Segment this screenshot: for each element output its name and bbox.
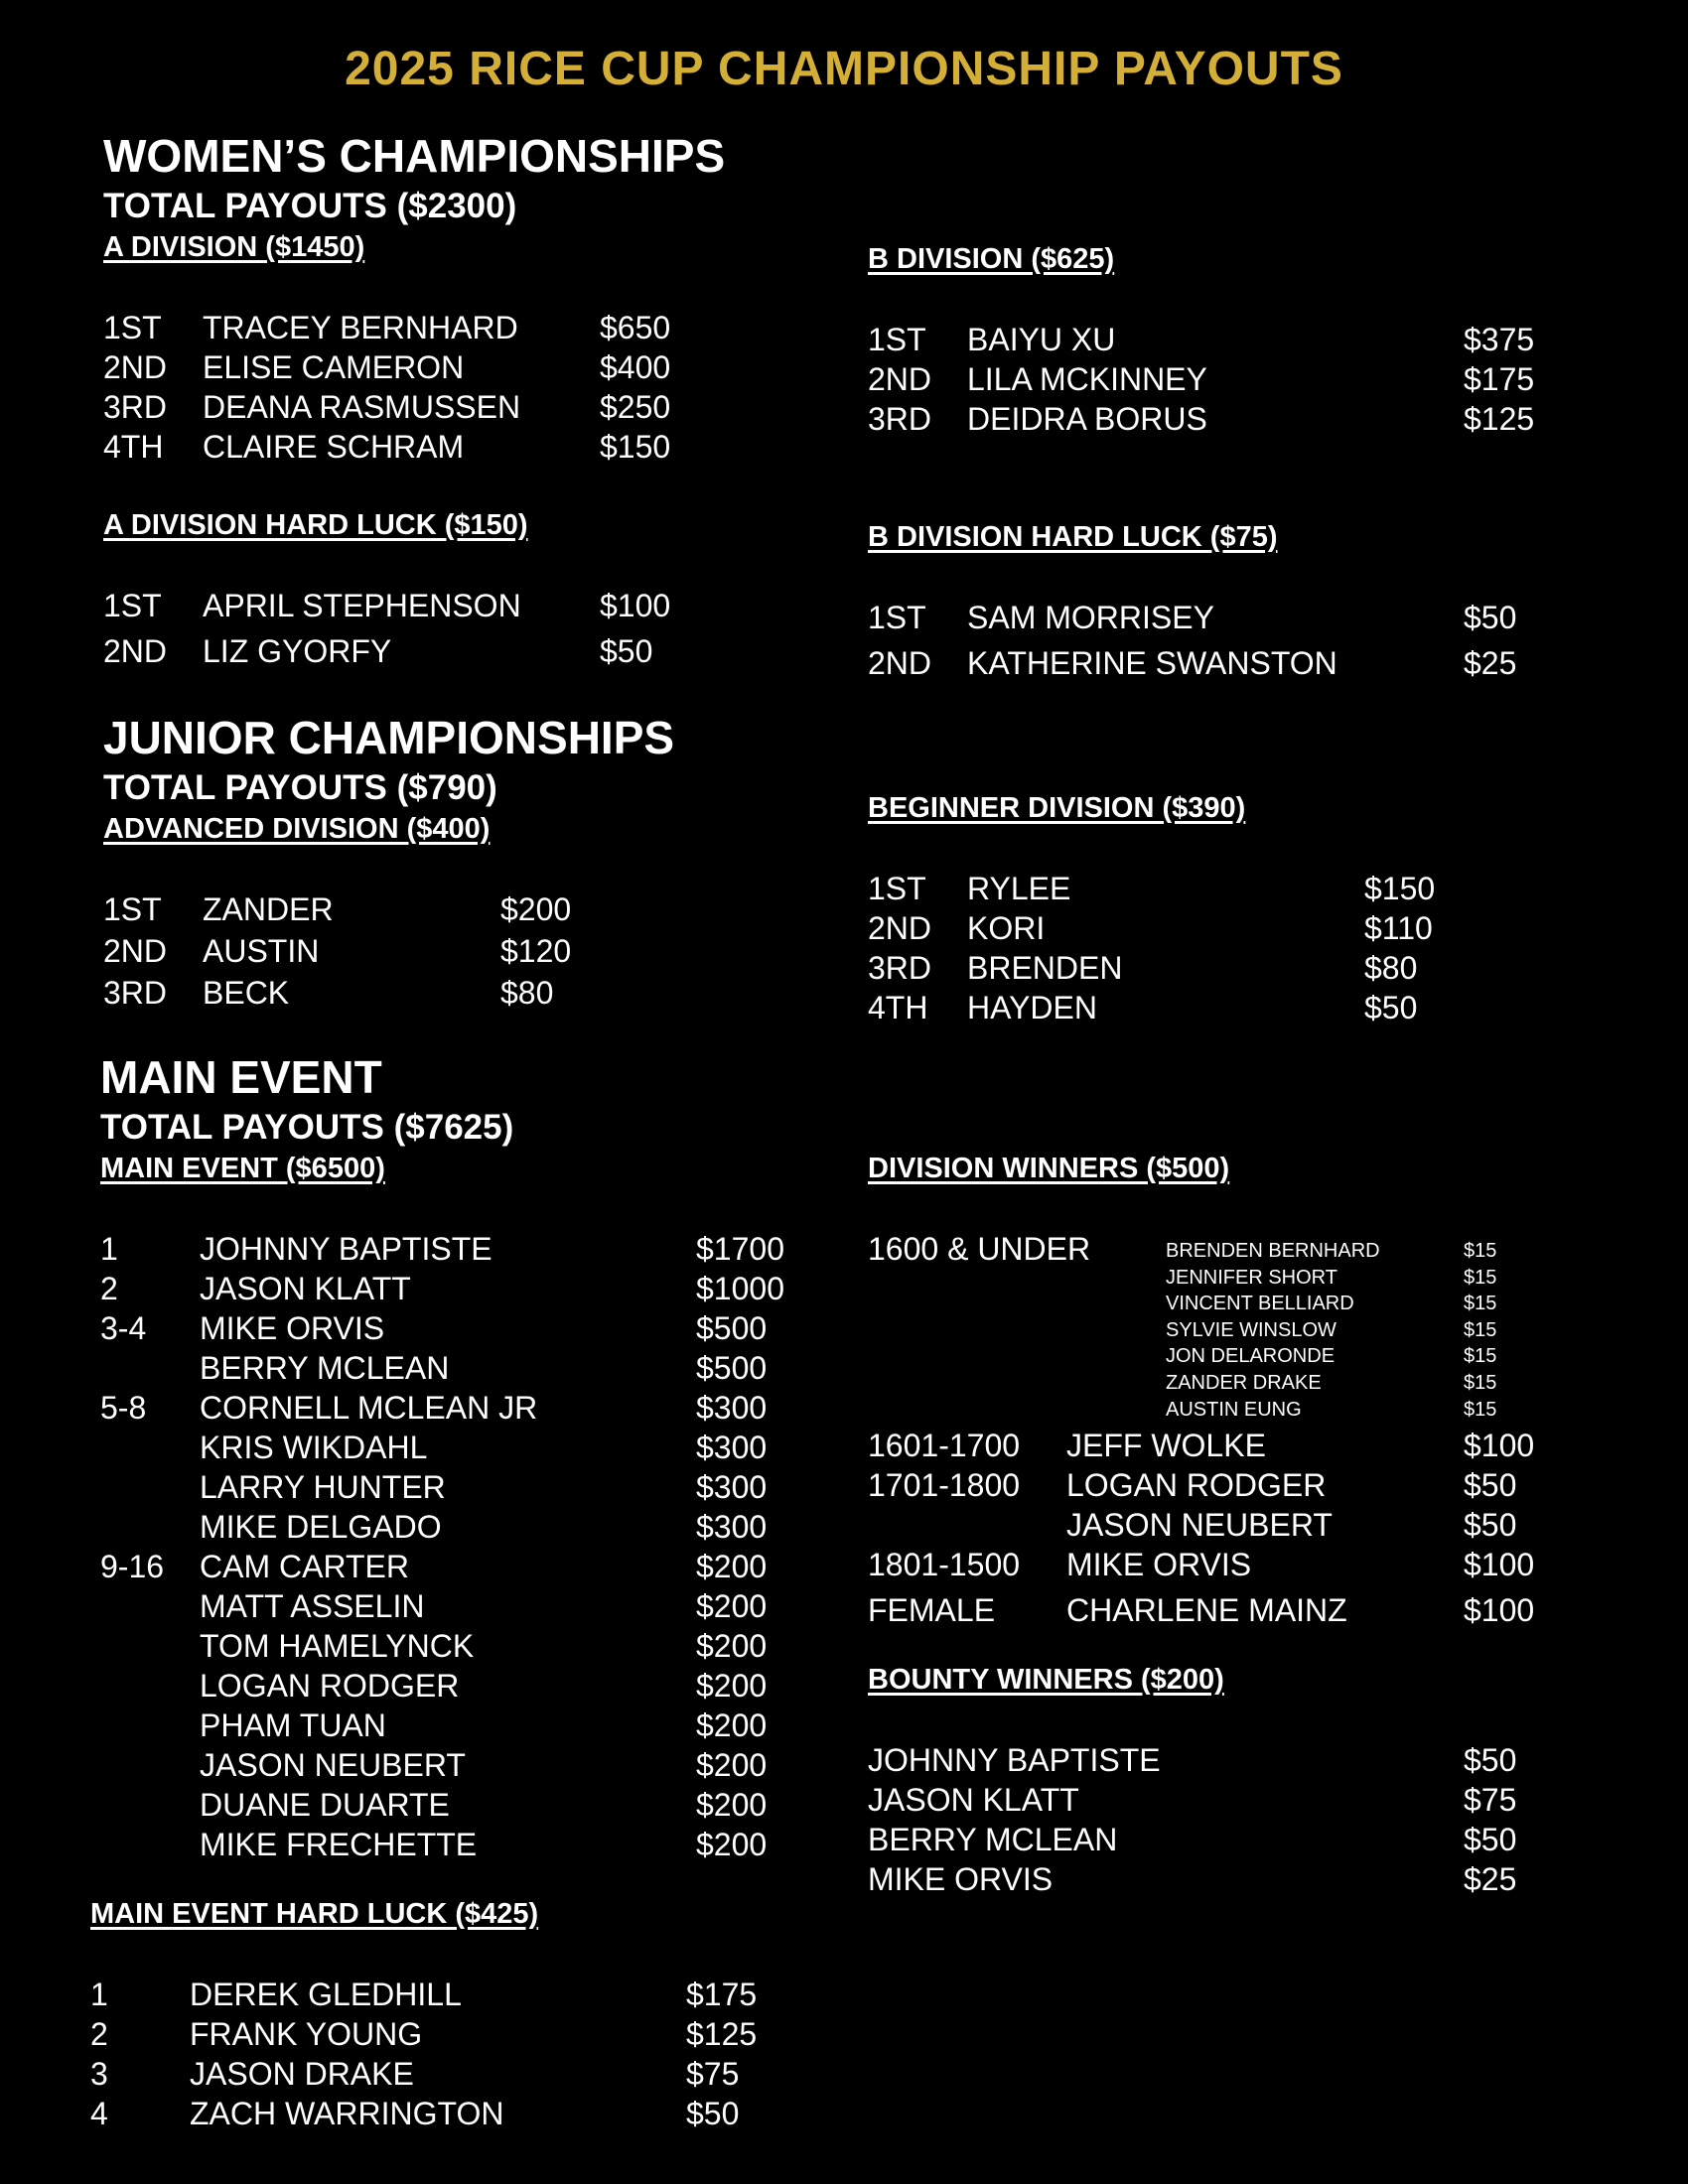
place-label: 2	[100, 1271, 118, 1306]
player-name: ZANDER	[203, 891, 334, 927]
player-name: SAM MORRISEY	[967, 600, 1214, 635]
payout-amount: $75	[686, 2056, 740, 2092]
player-name: JASON NEUBERT	[200, 1747, 466, 1783]
place-label: 3RD	[868, 401, 932, 437]
player-name: MIKE ORVIS	[200, 1310, 385, 1346]
player-name: DEIDRA BORUS	[967, 401, 1207, 437]
division-winners-heading: DIVISION WINNERS ($500)	[868, 1153, 1230, 1184]
payout-amount: $25	[1464, 1861, 1517, 1897]
b-division-heading: B DIVISION ($625)	[868, 243, 1115, 275]
player-name: CAM CARTER	[200, 1549, 409, 1584]
place-label: 1	[100, 1231, 118, 1267]
place-label: 1ST	[103, 310, 162, 345]
player-name: BERRY MCLEAN	[200, 1350, 450, 1386]
payout-amount: $15	[1464, 1345, 1497, 1368]
player-name: TOM HAMELYNCK	[200, 1628, 475, 1664]
player-name: CORNELL MCLEAN JR	[200, 1390, 538, 1426]
player-name: BAIYU XU	[967, 322, 1116, 357]
place-label: 9-16	[100, 1549, 165, 1584]
player-name: LIZ GYORFY	[203, 633, 392, 669]
player-name: LARRY HUNTER	[200, 1469, 446, 1505]
place-label: 2ND	[103, 633, 168, 669]
player-name: CHARLENE MAINZ	[1066, 1592, 1347, 1628]
player-name: JOHNNY BAPTISTE	[200, 1231, 492, 1267]
player-name: SYLVIE WINSLOW	[1166, 1318, 1336, 1341]
place-label: 2ND	[103, 349, 168, 385]
player-name: RYLEE	[967, 871, 1071, 906]
payout-amount: $100	[1464, 1547, 1535, 1582]
payout-amount: $200	[696, 1588, 768, 1624]
payout-amount: $50	[600, 633, 653, 669]
payout-amount: $200	[696, 1628, 768, 1664]
payout-amount: $200	[696, 1668, 768, 1704]
payout-amount: $120	[500, 933, 572, 969]
place-label: 1ST	[103, 588, 162, 623]
payout-amount: $15	[1464, 1398, 1497, 1421]
place-label: 3-4	[100, 1310, 147, 1346]
payout-amount: $15	[1464, 1293, 1497, 1315]
payout-amount: $200	[500, 891, 572, 927]
payout-amount: $400	[600, 349, 671, 385]
advanced-division-heading: ADVANCED DIVISION ($400)	[103, 813, 491, 845]
a-hard-luck-heading: A DIVISION HARD LUCK ($150)	[103, 509, 528, 541]
rating-bracket: 1601-1700	[868, 1428, 1021, 1463]
payout-amount: $15	[1464, 1372, 1497, 1394]
player-name: MIKE FRECHETTE	[200, 1827, 478, 1862]
player-name: LOGAN RODGER	[1066, 1467, 1327, 1503]
rating-bracket: FEMALE	[868, 1592, 996, 1628]
player-name: DUANE DUARTE	[200, 1787, 450, 1823]
player-name: ELISE CAMERON	[203, 349, 465, 385]
womens-total: TOTAL PAYOUTS ($2300)	[103, 187, 517, 225]
player-name: TRACEY BERNHARD	[203, 310, 518, 345]
player-name: BERRY MCLEAN	[868, 1822, 1118, 1857]
place-label: 2ND	[868, 361, 932, 397]
payout-amount: $375	[1464, 322, 1535, 357]
player-name: KRIS WIKDAHL	[200, 1430, 428, 1465]
place-label: 1ST	[868, 322, 926, 357]
payout-amount: $125	[686, 2016, 758, 2052]
player-name: DEANA RASMUSSEN	[203, 389, 521, 425]
payout-amount: $650	[600, 310, 671, 345]
payout-amount: $200	[696, 1747, 768, 1783]
payout-amount: $50	[686, 2096, 740, 2131]
payout-amount: $150	[600, 429, 671, 465]
player-name: CLAIRE SCHRAM	[203, 429, 465, 465]
player-name: JASON KLATT	[200, 1271, 411, 1306]
payout-amount: $150	[1364, 871, 1436, 906]
main-event-heading: MAIN EVENT	[100, 1051, 382, 1103]
bounty-heading: BOUNTY WINNERS ($200)	[868, 1664, 1224, 1696]
place-label: 2ND	[868, 910, 932, 946]
player-name: MIKE ORVIS	[868, 1861, 1054, 1897]
junior-heading: JUNIOR CHAMPIONSHIPS	[103, 712, 675, 763]
payout-amount: $200	[696, 1707, 768, 1743]
player-name: AUSTIN EUNG	[1166, 1398, 1302, 1421]
player-name: JASON NEUBERT	[1066, 1507, 1333, 1543]
payout-amount: $50	[1364, 990, 1418, 1025]
payout-amount: $300	[696, 1509, 768, 1545]
place-label: 3RD	[868, 950, 932, 986]
place-label: 1	[90, 1977, 108, 2012]
payout-amount: $300	[696, 1390, 768, 1426]
place-label: 4TH	[103, 429, 164, 465]
player-name: FRANK YOUNG	[190, 2016, 423, 2052]
place-label: 2ND	[103, 933, 168, 969]
payout-amount: $300	[696, 1430, 768, 1465]
main-event-total: TOTAL PAYOUTS ($7625)	[100, 1108, 514, 1147]
payout-amount: $80	[500, 975, 554, 1011]
player-name: ZACH WARRINGTON	[190, 2096, 504, 2131]
payout-amount: $15	[1464, 1266, 1497, 1289]
a-division-heading: A DIVISION ($1450)	[103, 231, 365, 263]
player-name: JASON DRAKE	[190, 2056, 414, 2092]
payout-amount: $125	[1464, 401, 1535, 437]
payout-amount: $25	[1464, 645, 1517, 681]
player-name: KATHERINE SWANSTON	[967, 645, 1337, 681]
page-title: 2025 RICE CUP CHAMPIONSHIP PAYOUTS	[345, 43, 1343, 95]
player-name: JASON KLATT	[868, 1782, 1079, 1818]
payout-amount: $500	[696, 1350, 768, 1386]
payout-amount: $1700	[696, 1231, 784, 1267]
payout-amount: $50	[1464, 1467, 1517, 1503]
player-name: JEFF WOLKE	[1066, 1428, 1266, 1463]
player-name: HAYDEN	[967, 990, 1097, 1025]
rating-bracket: 1801-1500	[868, 1547, 1021, 1582]
player-name: APRIL STEPHENSON	[203, 588, 521, 623]
rating-bracket: 1701-1800	[868, 1467, 1021, 1503]
payout-amount: $50	[1464, 1822, 1517, 1857]
player-name: MIKE ORVIS	[1066, 1547, 1252, 1582]
under-1600-label: 1600 & UNDER	[868, 1231, 1091, 1267]
payout-amount: $100	[1464, 1592, 1535, 1628]
payout-amount: $175	[686, 1977, 758, 2012]
player-name: PHAM TUAN	[200, 1707, 386, 1743]
place-label: 1ST	[868, 871, 926, 906]
player-name: MATT ASSELIN	[200, 1588, 425, 1624]
place-label: 2ND	[868, 645, 932, 681]
womens-heading: WOMEN’S CHAMPIONSHIPS	[103, 130, 726, 182]
payout-amount: $175	[1464, 361, 1535, 397]
player-name: JOHNNY BAPTISTE	[868, 1742, 1161, 1778]
payout-amount: $100	[1464, 1428, 1535, 1463]
player-name: BRENDEN	[967, 950, 1123, 986]
place-label: 5-8	[100, 1390, 147, 1426]
payout-amount: $15	[1464, 1240, 1497, 1262]
payout-amount: $100	[600, 588, 671, 623]
place-label: 3RD	[103, 975, 168, 1011]
player-name: ZANDER DRAKE	[1166, 1372, 1322, 1394]
place-label: 4	[90, 2096, 108, 2131]
player-name: BECK	[203, 975, 290, 1011]
place-label: 3RD	[103, 389, 168, 425]
player-name: BRENDEN BERNHARD	[1166, 1240, 1380, 1262]
payout-amount: $110	[1364, 910, 1433, 946]
place-label: 2	[90, 2016, 108, 2052]
player-name: JENNIFER SHORT	[1166, 1266, 1337, 1289]
junior-total: TOTAL PAYOUTS ($790)	[103, 768, 497, 807]
player-name: MIKE DELGADO	[200, 1509, 442, 1545]
payout-amount: $50	[1464, 1507, 1517, 1543]
place-label: 3	[90, 2056, 108, 2092]
player-name: LILA MCKINNEY	[967, 361, 1207, 397]
payout-amount: $250	[600, 389, 671, 425]
payout-amount: $300	[696, 1469, 768, 1505]
player-name: VINCENT BELLIARD	[1166, 1293, 1354, 1315]
payout-amount: $50	[1464, 1742, 1517, 1778]
main-event-subheading: MAIN EVENT ($6500)	[100, 1153, 385, 1184]
place-label: 1ST	[868, 600, 926, 635]
beginner-division-heading: BEGINNER DIVISION ($390)	[868, 792, 1246, 824]
main-hard-luck-heading: MAIN EVENT HARD LUCK ($425)	[90, 1898, 539, 1930]
payout-amount: $1000	[696, 1271, 784, 1306]
place-label: 1ST	[103, 891, 162, 927]
payout-amount: $50	[1464, 600, 1517, 635]
payout-amount: $15	[1464, 1318, 1497, 1341]
place-label: 4TH	[868, 990, 928, 1025]
payout-amount: $80	[1364, 950, 1418, 986]
payout-amount: $500	[696, 1310, 768, 1346]
payout-amount: $200	[696, 1787, 768, 1823]
player-name: DEREK GLEDHILL	[190, 1977, 462, 2012]
player-name: KORI	[967, 910, 1046, 946]
payout-amount: $200	[696, 1827, 768, 1862]
player-name: AUSTIN	[203, 933, 320, 969]
payout-amount: $200	[696, 1549, 768, 1584]
player-name: JON DELARONDE	[1166, 1345, 1336, 1368]
b-hard-luck-heading: B DIVISION HARD LUCK ($75)	[868, 521, 1278, 553]
player-name: LOGAN RODGER	[200, 1668, 460, 1704]
payout-amount: $75	[1464, 1782, 1517, 1818]
